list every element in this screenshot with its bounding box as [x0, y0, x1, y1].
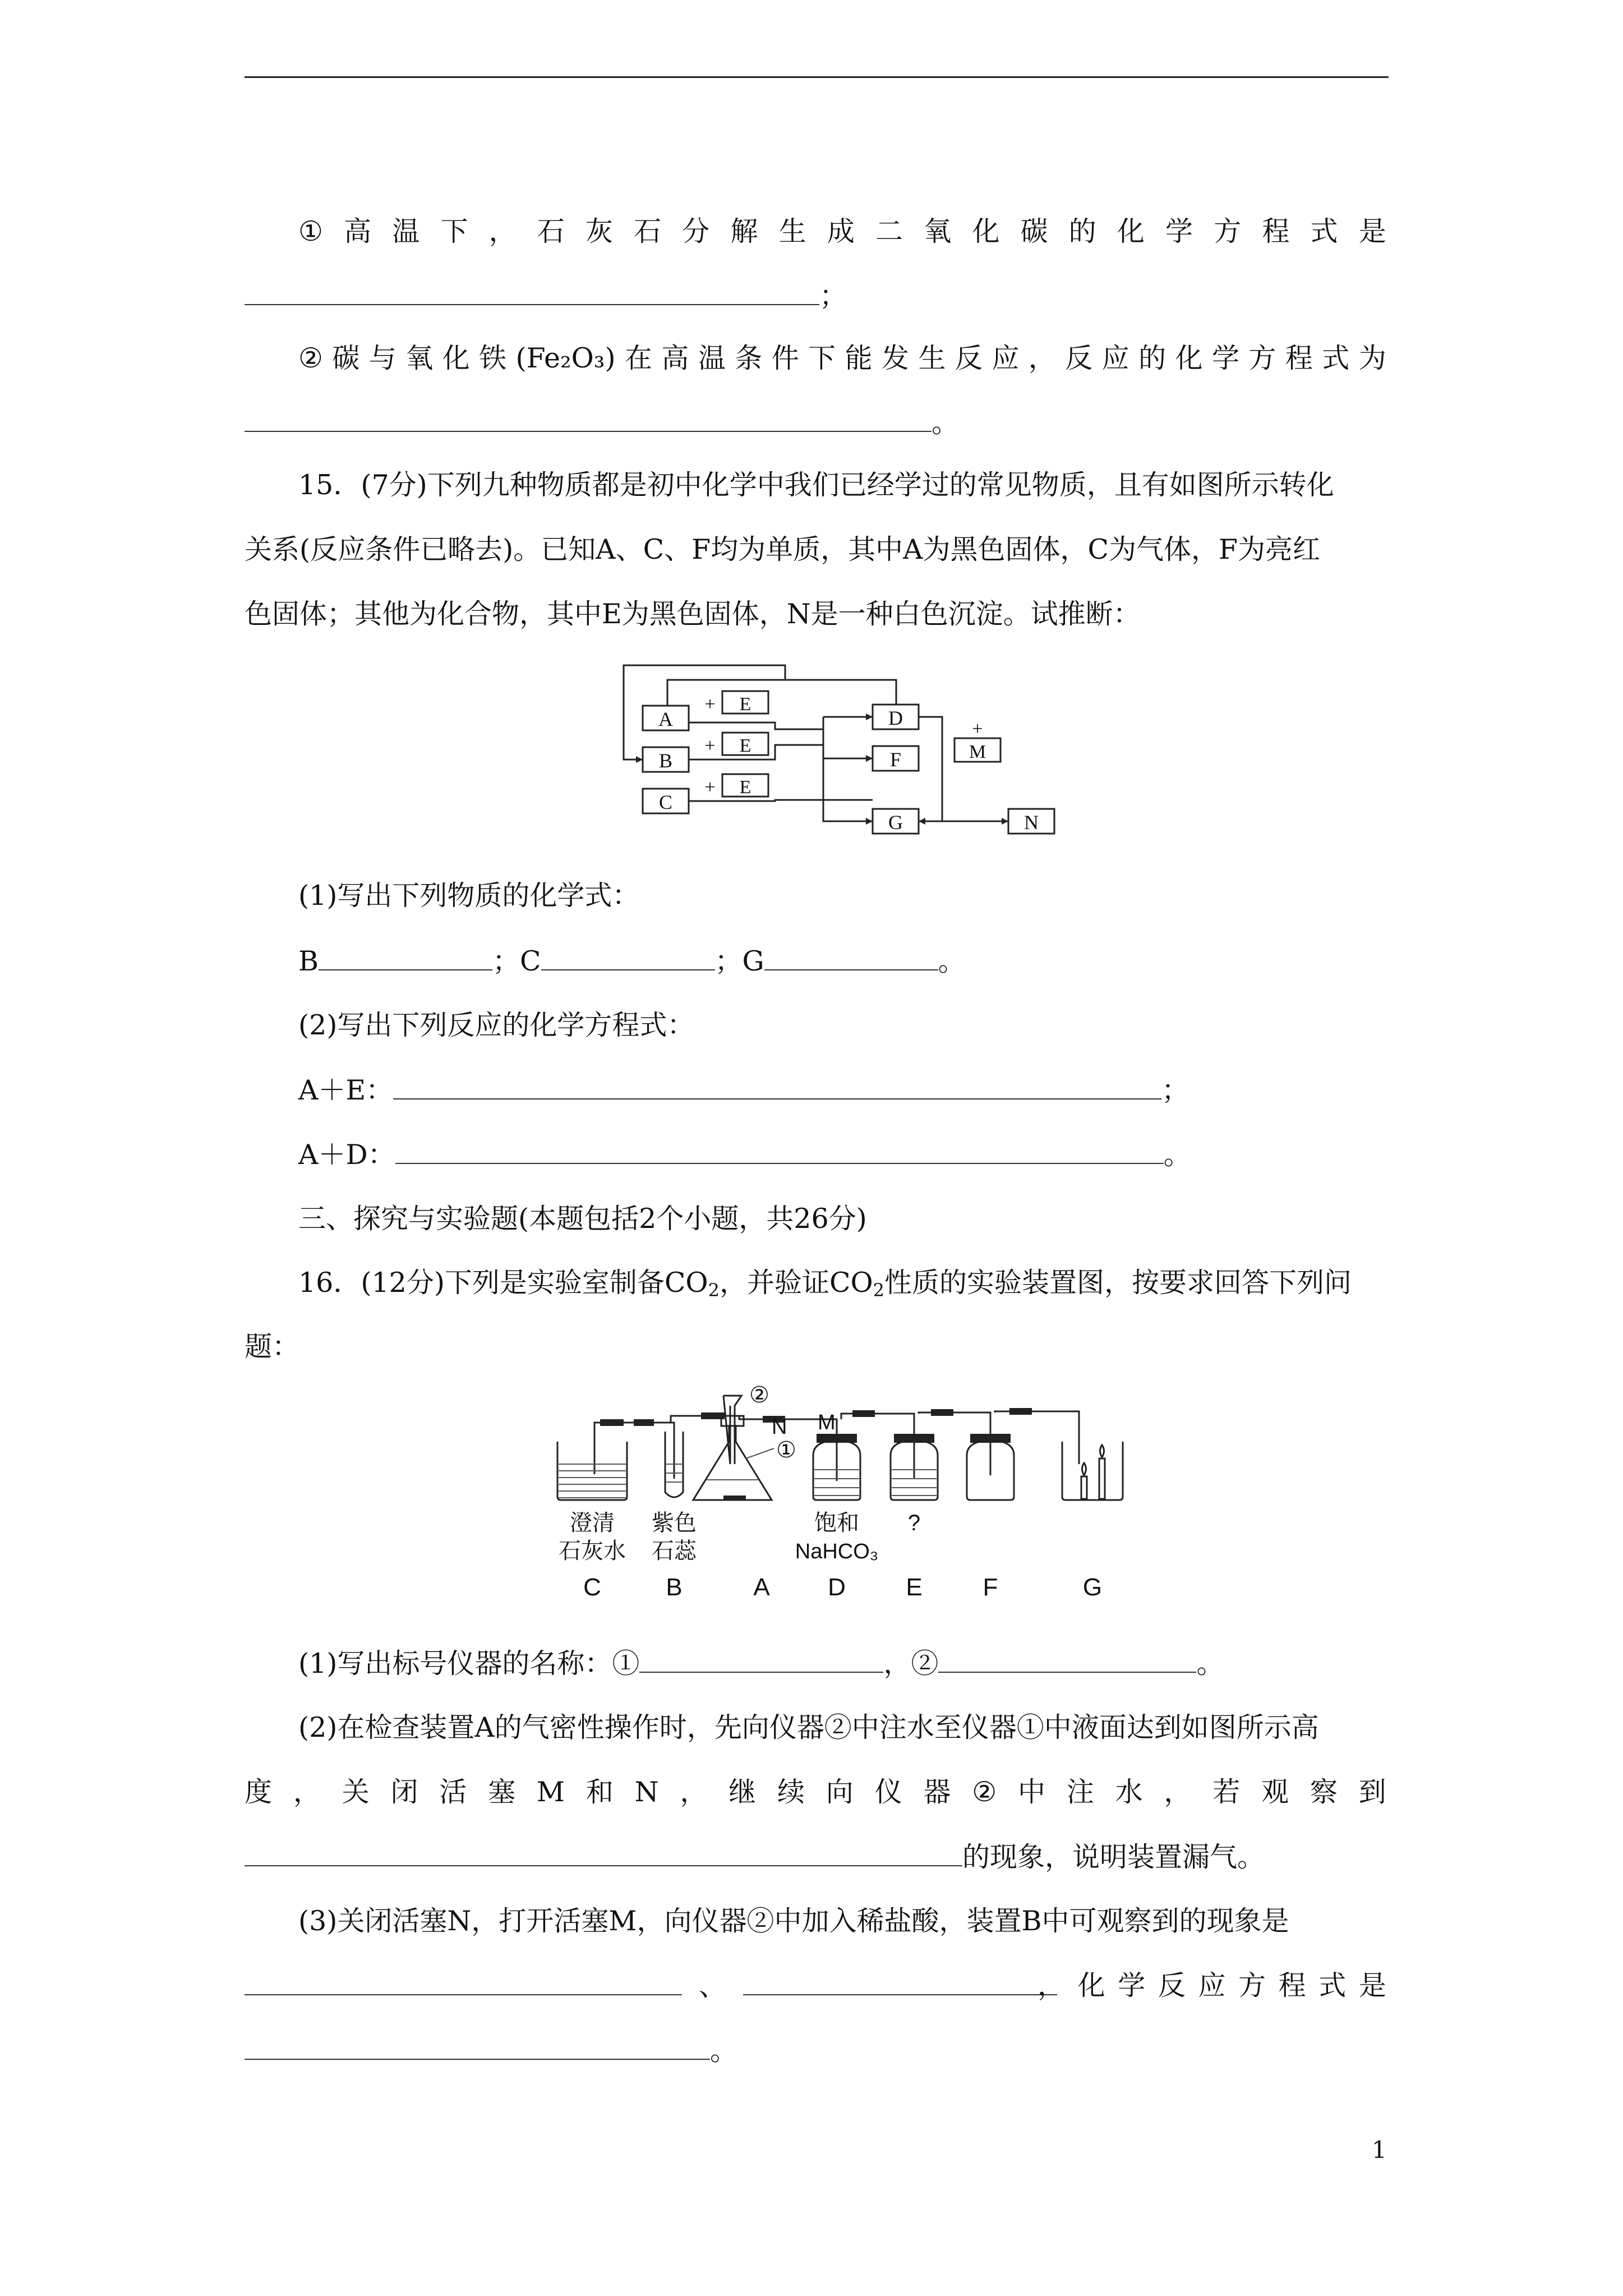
q15-para2: 关系(反应条件已略去)。已知A、C、F均为单质，其中A为黑色固体，C为气体，F为亮红 — [245, 533, 1320, 565]
q15-para3: 色固体；其他为化合物，其中E为黑色固体，N是一种白色沉淀。试推断： — [245, 598, 1141, 630]
char: 器 — [923, 1776, 951, 1808]
char: 方 — [1238, 1970, 1266, 2001]
letter-F: F — [983, 1573, 998, 1601]
char: 和 — [585, 1776, 614, 1808]
header-rule — [245, 76, 1389, 78]
answer-blank-6[interactable] — [245, 2036, 710, 2060]
char: 成 — [827, 215, 855, 247]
char: 与 — [368, 342, 396, 374]
char: 程 — [1285, 342, 1313, 374]
answer-blank-eq1[interactable] — [393, 1076, 1161, 1099]
q16-sub1 — [298, 1648, 1224, 1680]
b-name-1: 紫色 — [652, 1510, 697, 1535]
answer-blank-5[interactable] — [743, 1972, 1057, 1995]
char: 是 — [1358, 1970, 1386, 2001]
label-M: M — [818, 1411, 836, 1434]
punctuation: ； — [1161, 1074, 1189, 1106]
char: 观 — [1261, 1776, 1289, 1808]
label-circle-2: ② — [749, 1383, 769, 1407]
char: 高 — [661, 342, 689, 374]
char: 度 — [245, 1776, 273, 1808]
answer-blank-eq2[interactable] — [395, 1140, 1164, 1164]
char: 应 — [1101, 342, 1129, 374]
char: 方 — [1214, 215, 1242, 247]
label-D: D — [888, 707, 903, 729]
answer-blank-B[interactable] — [319, 947, 492, 970]
char: 二 — [875, 215, 903, 247]
char: 中 — [1017, 1776, 1045, 1808]
text: 16．(12分)下列是实验室制备CO — [298, 1267, 708, 1299]
char: 反 — [1065, 342, 1093, 374]
char: 向 — [826, 1776, 854, 1808]
d-name-1: 饱和 — [814, 1510, 859, 1535]
q16-sub2-line3 — [245, 1843, 1265, 1871]
label-N: N — [772, 1415, 787, 1439]
eq-label: A＋E： — [298, 1074, 394, 1106]
char: 注 — [1066, 1776, 1094, 1808]
char: 反 — [1158, 1970, 1186, 2001]
letter-G: G — [1082, 1573, 1103, 1601]
label-E2: E — [739, 735, 751, 756]
char: 高 — [344, 215, 372, 247]
q16-sub3-line1: (3)关闭活塞N，打开活塞M，向仪器②中加入稀盐酸，装置B中可观察到的现象是 — [298, 1905, 1289, 1937]
char: 的 — [1068, 215, 1096, 247]
plus-2: + — [704, 735, 716, 756]
punctuation: 。 — [938, 945, 966, 977]
label-C: C — [658, 791, 673, 813]
char: 塞 — [488, 1776, 516, 1808]
label-G: G — [888, 811, 903, 834]
plus-1: + — [704, 694, 716, 715]
char: 到 — [1358, 1776, 1386, 1808]
c-name-1: 澄清 — [570, 1510, 615, 1535]
letter-A: A — [753, 1573, 770, 1601]
char: 碳 — [1020, 215, 1048, 247]
char: 若 — [1212, 1776, 1241, 1808]
answer-blank-1[interactable] — [639, 1649, 883, 1673]
text: 的现象，说明装置漏气。 — [962, 1841, 1265, 1873]
char: 式 — [1318, 1970, 1347, 2001]
answer-blank-3[interactable] — [245, 1843, 962, 1866]
char: 在 — [624, 342, 652, 374]
answer-blank-C[interactable] — [541, 947, 715, 970]
q16-apparatus-diagram — [538, 1380, 1155, 1621]
char: 温 — [392, 215, 420, 247]
text: 、 — [699, 1970, 727, 2002]
q14-line1 — [298, 215, 1386, 247]
char: 氧 — [405, 342, 434, 374]
q16-para1 — [298, 1269, 1352, 1299]
punctuation: 。 — [1163, 1139, 1191, 1171]
label-B: B — [658, 749, 673, 772]
char: 程 — [1262, 215, 1290, 247]
answer-blank[interactable] — [245, 408, 932, 432]
char: 式 — [1322, 342, 1350, 374]
punctuation: 。 — [1196, 1648, 1224, 1680]
answer-blank-G[interactable] — [764, 947, 938, 970]
char: ， — [488, 215, 517, 247]
char: 继 — [728, 1776, 757, 1808]
subscript: 2 — [873, 1280, 884, 1301]
char: 闭 — [390, 1776, 418, 1808]
text: ，② — [883, 1648, 939, 1680]
char: 察 — [1310, 1776, 1338, 1808]
char: 为 — [1358, 342, 1386, 374]
label-G: ；G — [714, 945, 764, 977]
char: 灰 — [585, 215, 613, 247]
q15-para1: 15．(7分)下列九种物质都是初中化学中我们已经学过的常见物质，且有如图所示转化 — [298, 469, 1334, 501]
answer-blank-4[interactable] — [245, 1972, 682, 1995]
char: (Fe₂O₃) — [515, 342, 616, 374]
char: 式 — [1310, 215, 1338, 247]
char: 碳 — [332, 342, 360, 374]
char: 石 — [634, 215, 662, 247]
q14-line2 — [298, 344, 1386, 372]
char: 仪 — [874, 1776, 902, 1808]
label-B: B — [298, 945, 319, 977]
char: 石 — [537, 215, 565, 247]
eq-label: A＋D： — [298, 1139, 395, 1171]
char: ② — [972, 1776, 997, 1808]
label-E1: E — [739, 694, 751, 715]
char: ， — [680, 1776, 708, 1808]
char: 应 — [1198, 1970, 1226, 2001]
char: 学 — [1211, 342, 1239, 374]
char: ， — [293, 1776, 321, 1808]
q16-sub3-line2-tail — [1038, 1972, 1386, 1999]
char: 下 — [808, 342, 836, 374]
char: 化 — [972, 215, 1000, 247]
letter-C: C — [583, 1573, 601, 1601]
char: 学 — [1118, 1970, 1146, 2001]
q16-sub3-line3 — [245, 2035, 738, 2067]
char: 生 — [778, 215, 806, 247]
q15-sub1: (1)写出下列物质的化学式： — [298, 880, 640, 912]
char: 下 — [440, 215, 468, 247]
e-name: ? — [907, 1511, 921, 1535]
char: 氧 — [924, 215, 952, 247]
char: 是 — [1358, 215, 1386, 247]
letter-D: D — [828, 1573, 846, 1601]
label-circle-1: ① — [776, 1438, 796, 1462]
char: 程 — [1278, 1970, 1306, 2001]
subscript: 2 — [708, 1280, 720, 1301]
punctuation: 。 — [932, 407, 960, 439]
char: 条 — [735, 342, 763, 374]
char: 化 — [442, 342, 470, 374]
char: 解 — [730, 215, 758, 247]
char: ， — [1028, 342, 1056, 374]
char: ， — [1164, 1776, 1192, 1808]
label-N: N — [1024, 811, 1039, 834]
punctuation: ； — [819, 280, 847, 312]
q15-conversion-diagram — [617, 656, 1077, 836]
q15-eq2 — [298, 1139, 1191, 1171]
char: 方 — [1248, 342, 1276, 374]
char: 生 — [918, 342, 946, 374]
char: 学 — [1165, 215, 1193, 247]
char: 化 — [1077, 1970, 1105, 2001]
label-E3: E — [739, 777, 751, 798]
char: ② — [298, 342, 323, 374]
char: 件 — [771, 342, 799, 374]
q14-blank1-line — [245, 282, 847, 310]
d-name-2: NaHCO₃ — [795, 1540, 879, 1563]
char: M — [536, 1776, 565, 1808]
char: 温 — [698, 342, 726, 374]
label-F: F — [889, 748, 902, 771]
char: 铁 — [479, 342, 507, 374]
q15-answers1 — [298, 947, 966, 975]
char: 续 — [777, 1776, 805, 1808]
answer-blank[interactable] — [245, 282, 819, 305]
q16-sub2-line1: (2)在检查装置A的气密性操作时，先向仪器②中注水至仪器①中液面达到如图所示高 — [298, 1711, 1319, 1743]
char: 活 — [439, 1776, 467, 1808]
plus-3: + — [704, 777, 716, 798]
q14-blank2-line — [245, 407, 960, 439]
char: 关 — [342, 1776, 370, 1808]
letter-E: E — [906, 1573, 923, 1601]
char: N — [634, 1776, 659, 1808]
letter-B: B — [666, 1573, 683, 1601]
char: 分 — [682, 215, 710, 247]
char: 化 — [1117, 215, 1145, 247]
page-number: 1 — [1372, 2136, 1387, 2164]
b-name-2: 石蕊 — [652, 1538, 697, 1563]
answer-blank-2[interactable] — [938, 1649, 1196, 1673]
c-name-2: 石灰水 — [559, 1538, 626, 1563]
label-M: M — [969, 742, 986, 762]
char: 应 — [992, 342, 1020, 374]
char: 能 — [845, 342, 873, 374]
char: 反 — [955, 342, 983, 374]
q15-sub2: (2)写出下列反应的化学方程式： — [298, 1009, 695, 1041]
plus-4: + — [972, 719, 983, 739]
char: ， — [1038, 1970, 1066, 2001]
label-C: ；C — [492, 945, 541, 977]
punctuation: 。 — [710, 2035, 738, 2067]
char: 水 — [1115, 1776, 1143, 1808]
q16-para2: 题： — [245, 1331, 300, 1363]
q16-sub3-line2 — [245, 1972, 1057, 2000]
char: 的 — [1138, 342, 1166, 374]
q16-sub2-line2 — [245, 1778, 1386, 1806]
text: (1)写出标号仪器的名称：① — [298, 1648, 640, 1680]
char: 发 — [882, 342, 910, 374]
section-heading: 三、探究与实验题(本题包括2个小题，共26分) — [298, 1203, 867, 1235]
char: 化 — [1175, 342, 1203, 374]
text: 性质的实验装置图，按要求回答下列问 — [884, 1267, 1352, 1299]
text: ，并验证CO — [719, 1267, 873, 1299]
q15-eq1 — [298, 1076, 1189, 1104]
char: ① — [298, 215, 323, 247]
label-A: A — [658, 708, 673, 730]
